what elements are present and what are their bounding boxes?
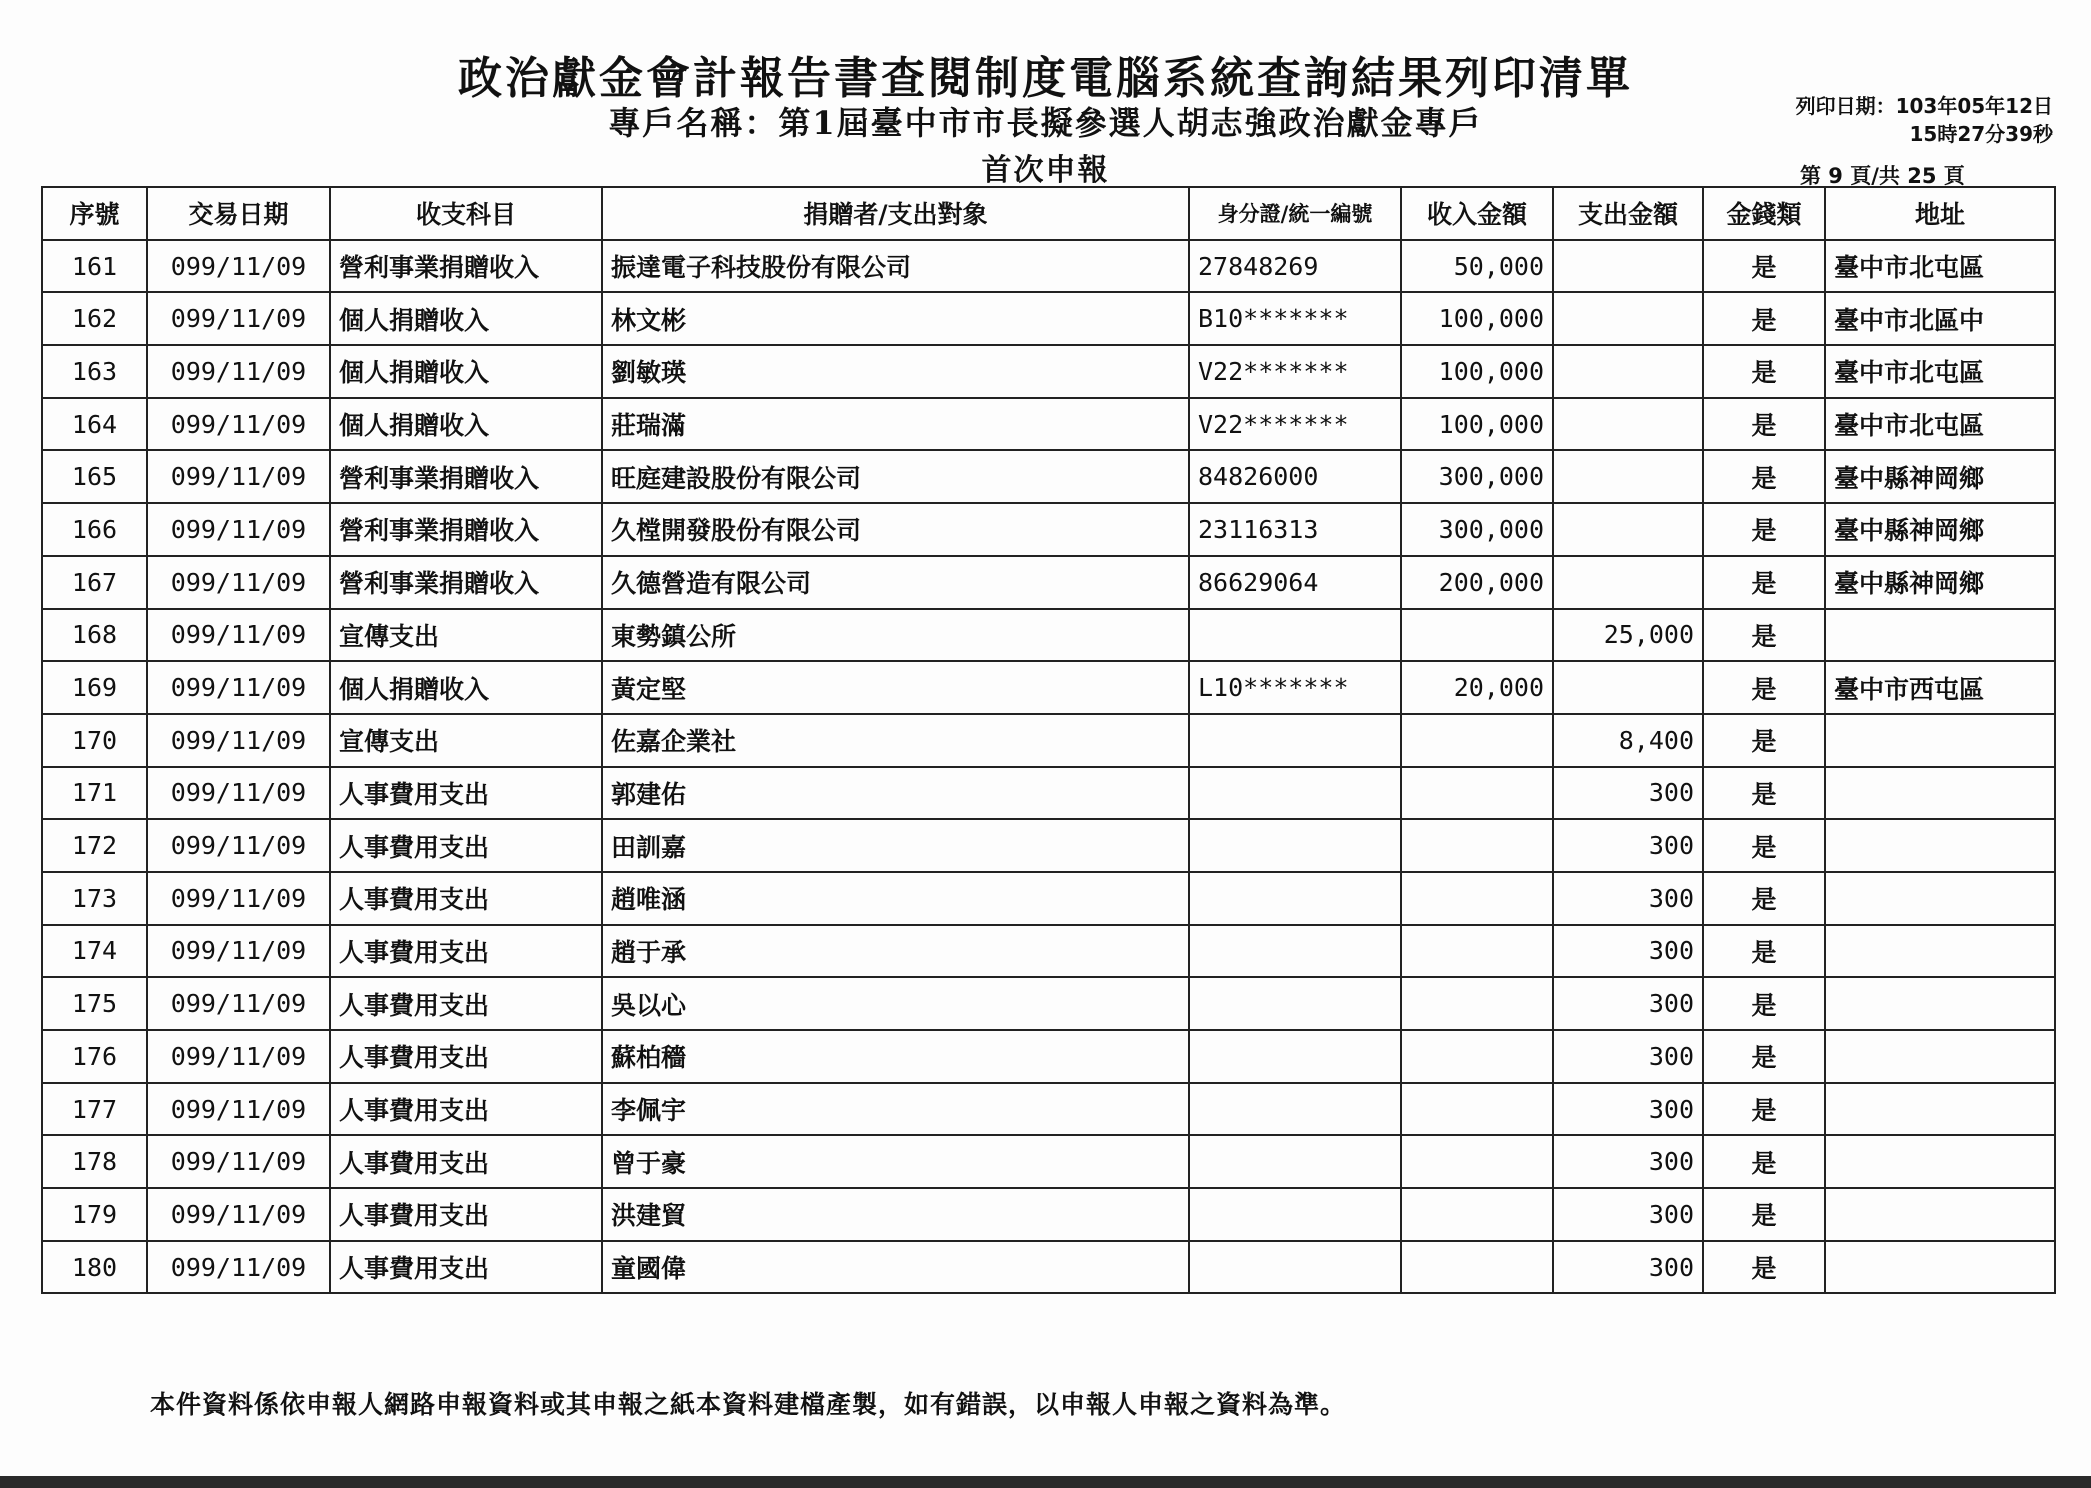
cell-expense: 300 — [1553, 1030, 1703, 1083]
table-row — [42, 872, 2055, 925]
cell-income — [1401, 1083, 1553, 1136]
cell-money-type: 是 — [1703, 398, 1825, 451]
cell-address: 臺中市北屯區 — [1825, 398, 2055, 451]
header-row — [42, 187, 2055, 240]
cell-income — [1401, 767, 1553, 820]
cell-seq: 164 — [42, 398, 147, 451]
cell-party: 劉敏瑛 — [602, 345, 1189, 398]
cell-seq: 174 — [42, 925, 147, 978]
cell-id: V22******* — [1189, 345, 1401, 398]
page-indicator: 第 9 頁/共 25 頁 — [1800, 164, 1965, 188]
cell-income — [1401, 609, 1553, 662]
cell-party: 黃定堅 — [602, 661, 1189, 714]
table-row — [42, 1241, 2055, 1294]
cell-date: 099/11/09 — [147, 398, 330, 451]
ledger-table — [41, 186, 2056, 1294]
cell-date: 099/11/09 — [147, 556, 330, 609]
cell-category: 營利事業捐贈收入 — [330, 450, 602, 503]
cell-category: 個人捐贈收入 — [330, 398, 602, 451]
cell-expense — [1553, 345, 1703, 398]
cell-category: 人事費用支出 — [330, 977, 602, 1030]
col-header-expense: 支出金額 — [1553, 187, 1703, 240]
cell-id: L10******* — [1189, 661, 1401, 714]
print-timestamp — [1796, 92, 2053, 148]
cell-party: 振達電子科技股份有限公司 — [602, 240, 1189, 293]
cell-date: 099/11/09 — [147, 345, 330, 398]
cell-income: 300,000 — [1401, 503, 1553, 556]
footer-note: 本件資料係依申報人網路申報資料或其申報之紙本資料建檔產製，如有錯誤，以申報人申報之資料為準。 — [150, 1390, 1347, 1419]
cell-seq: 169 — [42, 661, 147, 714]
cell-money-type: 是 — [1703, 556, 1825, 609]
cell-date: 099/11/09 — [147, 872, 330, 925]
cell-id: V22******* — [1189, 398, 1401, 451]
cell-date: 099/11/09 — [147, 1188, 330, 1241]
cell-income — [1401, 1135, 1553, 1188]
cell-address — [1825, 767, 2055, 820]
print-time: 15時27分39秒 — [1909, 122, 2053, 146]
cell-date: 099/11/09 — [147, 1241, 330, 1294]
cell-address — [1825, 872, 2055, 925]
cell-seq: 175 — [42, 977, 147, 1030]
cell-id — [1189, 1135, 1401, 1188]
cell-id: 23116313 — [1189, 503, 1401, 556]
cell-money-type: 是 — [1703, 872, 1825, 925]
cell-seq: 167 — [42, 556, 147, 609]
col-header-id: 身分證/統一編號 — [1189, 187, 1401, 240]
cell-id — [1189, 872, 1401, 925]
table-row — [42, 1135, 2055, 1188]
table-row — [42, 925, 2055, 978]
scan-edge-bar — [0, 1476, 2091, 1488]
cell-address: 臺中市北屯區 — [1825, 240, 2055, 293]
cell-seq: 179 — [42, 1188, 147, 1241]
table-row — [42, 661, 2055, 714]
cell-money-type: 是 — [1703, 1030, 1825, 1083]
cell-party: 蘇柏穡 — [602, 1030, 1189, 1083]
cell-category: 宣傳支出 — [330, 714, 602, 767]
cell-seq: 161 — [42, 240, 147, 293]
cell-expense — [1553, 292, 1703, 345]
cell-money-type: 是 — [1703, 1241, 1825, 1294]
cell-party: 童國偉 — [602, 1241, 1189, 1294]
cell-income — [1401, 872, 1553, 925]
col-header-income: 收入金額 — [1401, 187, 1553, 240]
cell-party: 田訓嘉 — [602, 819, 1189, 872]
cell-seq: 176 — [42, 1030, 147, 1083]
cell-income: 100,000 — [1401, 292, 1553, 345]
table-row — [42, 1083, 2055, 1136]
cell-seq: 171 — [42, 767, 147, 820]
cell-category: 人事費用支出 — [330, 1083, 602, 1136]
cell-party: 洪建貿 — [602, 1188, 1189, 1241]
cell-money-type: 是 — [1703, 977, 1825, 1030]
cell-party: 久樘開發股份有限公司 — [602, 503, 1189, 556]
cell-money-type: 是 — [1703, 1188, 1825, 1241]
cell-category: 宣傳支出 — [330, 609, 602, 662]
table-row — [42, 1030, 2055, 1083]
cell-id — [1189, 1188, 1401, 1241]
cell-party: 東勢鎮公所 — [602, 609, 1189, 662]
cell-id — [1189, 1083, 1401, 1136]
cell-money-type: 是 — [1703, 240, 1825, 293]
cell-category: 個人捐贈收入 — [330, 345, 602, 398]
cell-seq: 173 — [42, 872, 147, 925]
cell-seq: 166 — [42, 503, 147, 556]
cell-address: 臺中市北區中 — [1825, 292, 2055, 345]
cell-income: 200,000 — [1401, 556, 1553, 609]
cell-money-type: 是 — [1703, 503, 1825, 556]
cell-income: 100,000 — [1401, 398, 1553, 451]
cell-address: 臺中縣神岡鄉 — [1825, 556, 2055, 609]
table-row — [42, 714, 2055, 767]
cell-date: 099/11/09 — [147, 609, 330, 662]
col-header-seq: 序號 — [42, 187, 147, 240]
cell-address — [1825, 925, 2055, 978]
cell-id: 27848269 — [1189, 240, 1401, 293]
cell-party: 佐嘉企業社 — [602, 714, 1189, 767]
cell-party: 莊瑞滿 — [602, 398, 1189, 451]
cell-income — [1401, 977, 1553, 1030]
cell-id — [1189, 925, 1401, 978]
cell-expense — [1553, 556, 1703, 609]
cell-money-type: 是 — [1703, 1135, 1825, 1188]
account-name: 專戶名稱：第1屆臺中市市長擬參選人胡志強政治獻金專戶 — [608, 104, 1483, 142]
cell-address — [1825, 1188, 2055, 1241]
cell-date: 099/11/09 — [147, 661, 330, 714]
cell-date: 099/11/09 — [147, 292, 330, 345]
cell-party: 李佩宇 — [602, 1083, 1189, 1136]
cell-date: 099/11/09 — [147, 1030, 330, 1083]
cell-expense: 300 — [1553, 1241, 1703, 1294]
cell-date: 099/11/09 — [147, 714, 330, 767]
cell-address — [1825, 819, 2055, 872]
cell-party: 郭建佑 — [602, 767, 1189, 820]
cell-expense: 300 — [1553, 1188, 1703, 1241]
cell-category: 人事費用支出 — [330, 1188, 602, 1241]
cell-seq: 178 — [42, 1135, 147, 1188]
cell-address — [1825, 1241, 2055, 1294]
cell-expense: 300 — [1553, 925, 1703, 978]
col-header-address: 地址 — [1825, 187, 2055, 240]
cell-category: 個人捐贈收入 — [330, 661, 602, 714]
cell-income — [1401, 1188, 1553, 1241]
table-row — [42, 1188, 2055, 1241]
cell-seq: 180 — [42, 1241, 147, 1294]
cell-date: 099/11/09 — [147, 925, 330, 978]
cell-address — [1825, 1030, 2055, 1083]
cell-category: 營利事業捐贈收入 — [330, 556, 602, 609]
cell-seq: 170 — [42, 714, 147, 767]
cell-money-type: 是 — [1703, 609, 1825, 662]
cell-date: 099/11/09 — [147, 767, 330, 820]
report-type: 首次申報 — [981, 153, 1110, 188]
table-row — [42, 503, 2055, 556]
cell-category: 營利事業捐贈收入 — [330, 503, 602, 556]
cell-category: 人事費用支出 — [330, 1135, 602, 1188]
cell-date: 099/11/09 — [147, 503, 330, 556]
cell-income — [1401, 1030, 1553, 1083]
cell-category: 人事費用支出 — [330, 1030, 602, 1083]
cell-seq: 172 — [42, 819, 147, 872]
cell-date: 099/11/09 — [147, 1083, 330, 1136]
cell-address — [1825, 609, 2055, 662]
cell-expense: 300 — [1553, 767, 1703, 820]
cell-party: 趙唯涵 — [602, 872, 1189, 925]
cell-party: 旺庭建設股份有限公司 — [602, 450, 1189, 503]
table-row — [42, 292, 2055, 345]
cell-income: 100,000 — [1401, 345, 1553, 398]
cell-party: 趙于承 — [602, 925, 1189, 978]
cell-category: 人事費用支出 — [330, 925, 602, 978]
cell-id — [1189, 977, 1401, 1030]
cell-id: 84826000 — [1189, 450, 1401, 503]
cell-expense — [1553, 661, 1703, 714]
cell-id: B10******* — [1189, 292, 1401, 345]
cell-id: 86629064 — [1189, 556, 1401, 609]
cell-income — [1401, 1241, 1553, 1294]
cell-income — [1401, 925, 1553, 978]
cell-party: 林文彬 — [602, 292, 1189, 345]
cell-expense — [1553, 398, 1703, 451]
cell-party: 曾于豪 — [602, 1135, 1189, 1188]
ledger-body — [42, 240, 2055, 1294]
cell-expense: 300 — [1553, 977, 1703, 1030]
cell-party: 久德營造有限公司 — [602, 556, 1189, 609]
cell-money-type: 是 — [1703, 714, 1825, 767]
cell-money-type: 是 — [1703, 1083, 1825, 1136]
cell-seq: 162 — [42, 292, 147, 345]
table-row — [42, 398, 2055, 451]
table-row — [42, 345, 2055, 398]
cell-expense: 300 — [1553, 872, 1703, 925]
cell-address: 臺中市北屯區 — [1825, 345, 2055, 398]
cell-expense: 300 — [1553, 819, 1703, 872]
cell-seq: 177 — [42, 1083, 147, 1136]
cell-id — [1189, 714, 1401, 767]
cell-income: 50,000 — [1401, 240, 1553, 293]
cell-category: 人事費用支出 — [330, 872, 602, 925]
cell-address: 臺中縣神岡鄉 — [1825, 450, 2055, 503]
cell-seq: 165 — [42, 450, 147, 503]
cell-expense — [1553, 503, 1703, 556]
table-row — [42, 977, 2055, 1030]
cell-money-type: 是 — [1703, 292, 1825, 345]
cell-money-type: 是 — [1703, 925, 1825, 978]
cell-money-type: 是 — [1703, 767, 1825, 820]
cell-category: 人事費用支出 — [330, 819, 602, 872]
col-header-money-type: 金錢類 — [1703, 187, 1825, 240]
cell-date: 099/11/09 — [147, 977, 330, 1030]
cell-address — [1825, 977, 2055, 1030]
print-date: 列印日期：103年05年12日 — [1795, 94, 2053, 118]
cell-date: 099/11/09 — [147, 1135, 330, 1188]
cell-id — [1189, 1030, 1401, 1083]
cell-category: 人事費用支出 — [330, 1241, 602, 1294]
table-row — [42, 767, 2055, 820]
cell-address — [1825, 1083, 2055, 1136]
cell-money-type: 是 — [1703, 450, 1825, 503]
cell-income: 20,000 — [1401, 661, 1553, 714]
table-row — [42, 819, 2055, 872]
cell-address: 臺中縣神岡鄉 — [1825, 503, 2055, 556]
cell-address: 臺中市西屯區 — [1825, 661, 2055, 714]
col-header-party: 捐贈者/支出對象 — [602, 187, 1189, 240]
cell-income: 300,000 — [1401, 450, 1553, 503]
cell-seq: 163 — [42, 345, 147, 398]
cell-id — [1189, 1241, 1401, 1294]
cell-expense: 25,000 — [1553, 609, 1703, 662]
col-header-category: 收支科目 — [330, 187, 602, 240]
cell-expense: 300 — [1553, 1135, 1703, 1188]
cell-seq: 168 — [42, 609, 147, 662]
cell-money-type: 是 — [1703, 819, 1825, 872]
cell-expense — [1553, 240, 1703, 293]
col-header-date: 交易日期 — [147, 187, 330, 240]
cell-party: 吳以心 — [602, 977, 1189, 1030]
cell-date: 099/11/09 — [147, 240, 330, 293]
cell-date: 099/11/09 — [147, 450, 330, 503]
report-title: 政治獻金會計報告書查閱制度電腦系統查詢結果列印清單 — [458, 53, 1633, 104]
cell-income — [1401, 819, 1553, 872]
cell-category: 人事費用支出 — [330, 767, 602, 820]
cell-address — [1825, 1135, 2055, 1188]
cell-income — [1401, 714, 1553, 767]
cell-money-type: 是 — [1703, 661, 1825, 714]
table-row — [42, 450, 2055, 503]
cell-id — [1189, 609, 1401, 662]
table-row — [42, 609, 2055, 662]
cell-id — [1189, 767, 1401, 820]
cell-money-type: 是 — [1703, 345, 1825, 398]
cell-expense — [1553, 450, 1703, 503]
table-row — [42, 240, 2055, 293]
table-row — [42, 556, 2055, 609]
cell-expense: 8,400 — [1553, 714, 1703, 767]
cell-id — [1189, 819, 1401, 872]
cell-date: 099/11/09 — [147, 819, 330, 872]
cell-expense: 300 — [1553, 1083, 1703, 1136]
cell-category: 營利事業捐贈收入 — [330, 240, 602, 293]
cell-category: 個人捐贈收入 — [330, 292, 602, 345]
cell-address — [1825, 714, 2055, 767]
